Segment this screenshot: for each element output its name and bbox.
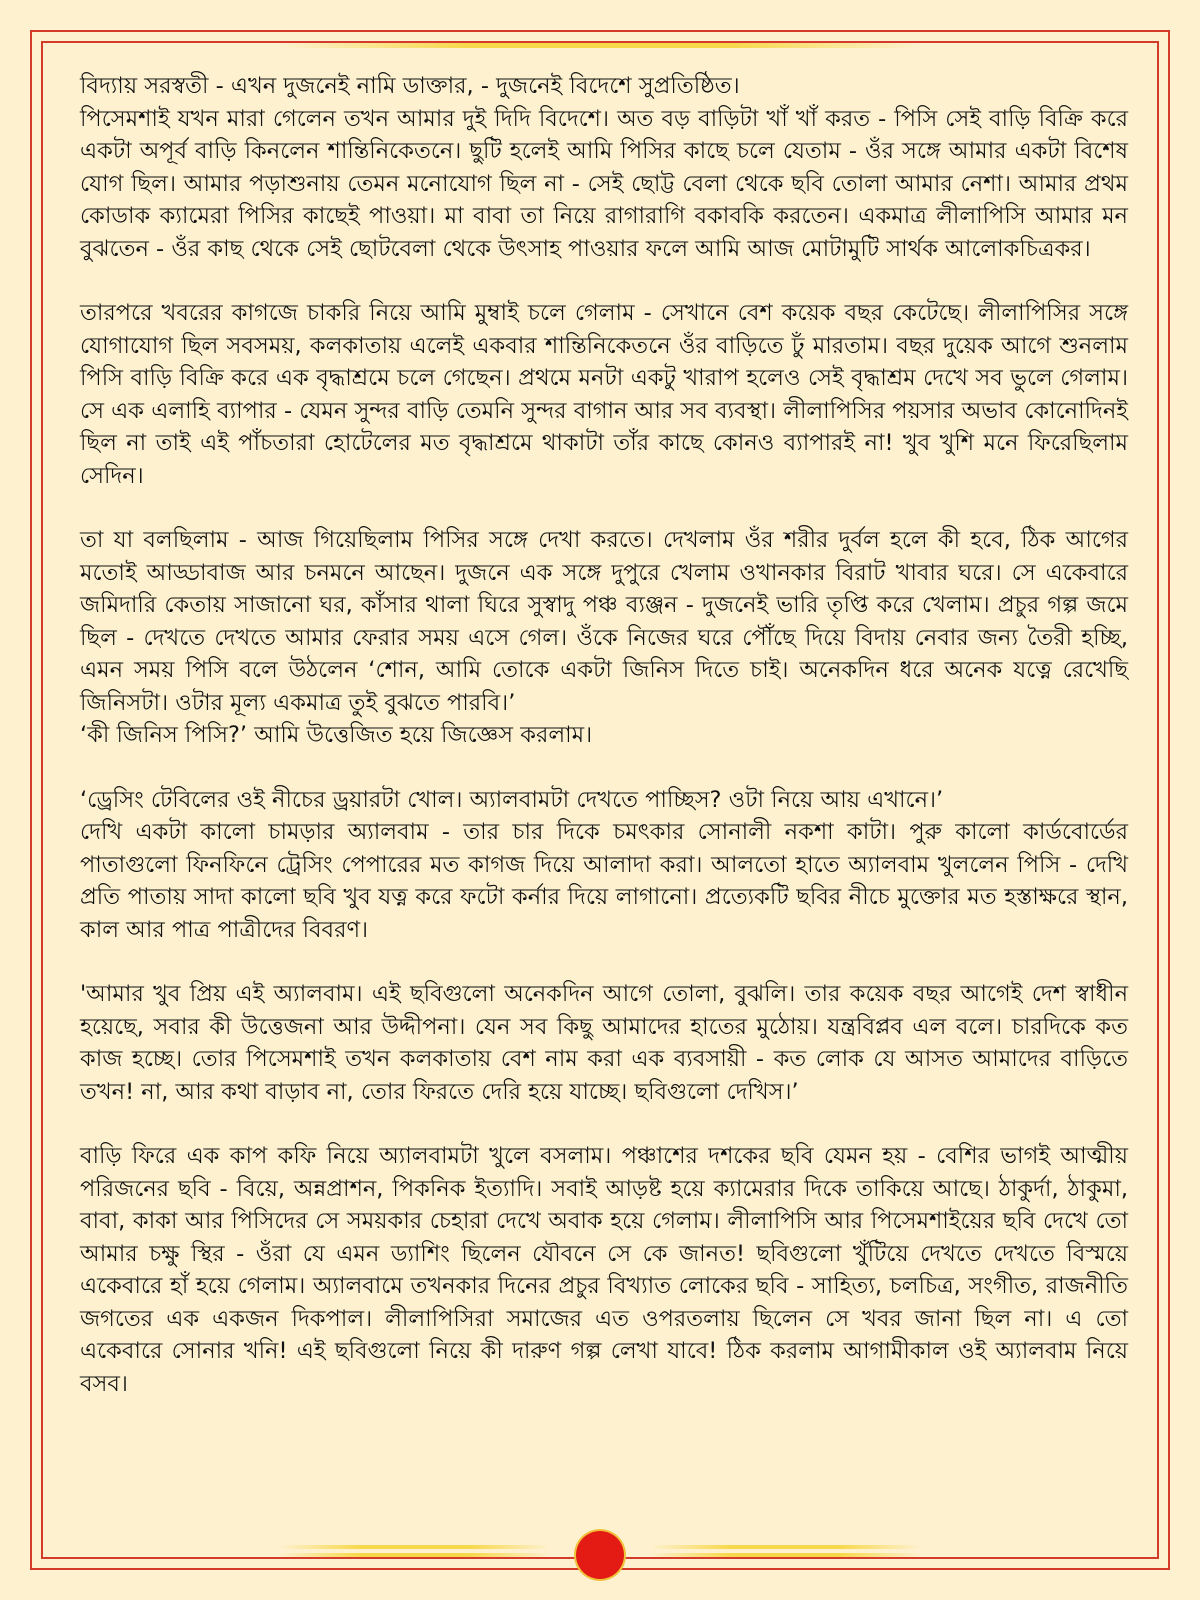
story-text <box>80 70 1128 1400</box>
paragraph: 'আমার খুব প্রিয় এই অ্যালবাম। এই ছবিগুলো অনেকদিন আগে তোলা, বুঝলি। তার কয়েক বছর আগেই দেশ স্বাধীন হয়েছে, সবার কী উত্তেজনা আর উদ্দীপনা। যেন সব কিছু আমাদের হাতের মুঠোয়। যন্ত্রবিপ্লব এল বলে। চারদিকে কত কাজ হচ্ছে। তোর পিসেমশাই তখন কলকাতায় বেশ নাম করা এক ব্যবসায়ী - কত লোক যে আসত আমাদের বাড়িতে তখন! না, আর কথা বাড়াব না, তোর ফিরতে দেরি হয়ে যাচ্ছে। ছবিগুলো দেখিস।’ <box>80 981 1128 1105</box>
bottom-gold-rule-right-2 <box>650 1553 920 1557</box>
paragraph: তারপরে খবরের কাগজে চাকরি নিয়ে আমি মুম্বাই চলে গেলাম - সেখানে বেশ কয়েক বছর কেটেছে। লীলাপিসির সঙ্গে যোগাযোগ ছিল সবসময়, কলকাতায় এলেই একবার শান্তিনিকেতনে ওঁর বাড়িতে ঢুঁ মারতাম। বছর দুয়েক আগে শুনলাম পিসি বাড়ি বিক্রি করে এক বৃদ্ধাশ্রমে চলে গেছেন। প্রথমে মনটা একটু খারাপ হলেও সেই বৃদ্ধাশ্রম দেখে সব ভুলে গেলাম। সে এক এলাহি ব্যাপার - যেমন সুন্দর বাড়ি তেমনি সুন্দর বাগান আর সব ব্যবস্থা। লীলাপিসির পয়সার অভাব কোনোদিনই ছিল না তাই এই পাঁচতারা হোটেলের মত বৃদ্ধাশ্রমে থাকাটা তাঁর কাছে কোনও ব্যাপারই না! খুব খুশি মনে ফিরেছিলাম সেদিন। <box>80 300 1128 489</box>
paragraph: ‘ড্রেসিং টেবিলের ওই নীচের ড্রয়ারটা খোল। অ্যালবামটা দেখতে পাচ্ছিস? ওটা নিয়ে আয় এখানে।’ <box>80 786 944 813</box>
bottom-gold-rule-left <box>280 1545 550 1549</box>
paragraph: ‘কী জিনিস পিসি?’ আমি উত্তেজিত হয়ে জিজ্ঞেস করলাম। <box>80 722 593 748</box>
red-dot-ornament <box>576 1531 624 1579</box>
paragraph: দেখি একটা কালো চামড়ার অ্যালবাম - তার চার দিকে চমৎকার সোনালী নকশা কাটা। পুরু কালো কার্ডবোর্ডের পাতাগুলো ফিনফিনে ট্রেসিং পেপারের মত কাগজ দিয়ে আলাদা করা। আলতো হাতে অ্যালবাম খুললেন পিসি - দেখি প্রতি পাতায় সাদা কালো ছবি খুব যত্ন করে ফটো কর্নার দিয়ে লাগানো। প্রত্যেকটি ছবির নীচে মুক্তোর মত হস্তাক্ষরে স্থান, কাল আর পাত্র পাত্রীদের বিবরণ। <box>80 819 1128 943</box>
bottom-gold-rule-left-2 <box>280 1553 550 1557</box>
paragraph: বিদ্যায় সরস্বতী - এখন দুজনেই নামি ডাক্তার, - দুজনেই বিদেশে সুপ্রতিষ্ঠিত। <box>80 73 740 99</box>
paragraph: তা যা বলছিলাম - আজ গিয়েছিলাম পিসির সঙ্গে দেখা করতে। দেখলাম ওঁর শরীর দুর্বল হলে কী হবে, ঠিক আগের মতোই আড্ডাবাজ আর চনমনে আছেন। দুজনে এক সঙ্গে দুপুরে খেলাম ওখানকার বিরাট খাবার ঘরে। সে একেবারে জমিদারি কেতায় সাজানো ঘর, কাঁসার থালা ঘিরে সুস্বাদু পঞ্চ ব্যঞ্জন - দুজনেই ভারি তৃপ্তি করে খেলাম। প্রচুর গল্প জমে ছিল - দেখতে দেখতে আমার ফেরার সময় এসে গেল। ওঁকে নিজের ঘরে পৌঁছে দিয়ে বিদায় নেবার জন্য তৈরী হচ্ছি, এমন সময় পিসি বলে উঠলেন ‘শোন, আমি তোকে একটা জিনিস দিতে চাই। অনেকদিন ধরে অনেক যত্নে রেখেছি জিনিসটা। ওটার মূল্য একমাত্র তুই বুঝতে পারবি।’ <box>80 527 1128 716</box>
paragraph: বাড়ি ফিরে এক কাপ কফি নিয়ে অ্যালবামটা খুলে বসলাম। পঞ্চাশের দশকের ছবি যেমন হয় - বেশির ভাগই আত্মীয় পরিজনের ছবি - বিয়ে, অন্নপ্রাশন, পিকনিক ইত্যাদি। সবাই আড়ষ্ট হয়ে ক্যামেরার দিকে তাকিয়ে আছে। ঠাকুর্দা, ঠাকুমা, বাবা, কাকা আর পিসিদের সে সময়কার চেহারা দেখে অবাক হয়ে গেলাম। লীলাপিসি আর পিসেমশাইয়ের ছবি দেখে তো আমার চক্ষু স্থির - ওঁরা যে এমন ড্যাশিং ছিলেন যৌবনে সে কে জানত! ছবিগুলো খুঁটিয়ে দেখতে দেখতে বিস্ময়ে একেবারে হাঁ হয়ে গেলাম। অ্যালবামে তখনকার দিনের প্রচুর বিখ্যাত লোকের ছবি - সাহিত্য, চলচিত্র, সংগীত, রাজনীতি জগতের এক একজন দিকপাল। লীলাপিসিরা সমাজের এত ওপরতলায় ছিলেন সে খবর জানা ছিল না। এ তো একেবারে সোনার খনি! এই ছবিগুলো নিয়ে কী দারুণ গল্প লেখা যাবে! ঠিক করলাম আগামীকাল ওই অ্যালবাম নিয়ে বসব। <box>80 1143 1128 1397</box>
top-gold-rule <box>280 43 920 48</box>
bottom-gold-rule-right <box>650 1545 920 1549</box>
paragraph: পিসেমশাই যখন মারা গেলেন তখন আমার দুই দিদি বিদেশে। অত বড় বাড়িটা খাঁ খাঁ করত - পিসি সেই বাড়ি বিক্রি করে একটা অপূর্ব বাড়ি কিনলেন শান্তিনিকেতনে। ছুটি হলেই আমি পিসির কাছে চলে যেতাম - ওঁর সঙ্গে আমার একটা বিশেষ যোগ ছিল। আমার পড়াশুনায় তেমন মনোযোগ ছিল না - সেই ছোট্ট বেলা থেকে ছবি তোলা আমার নেশা। আমার প্রথম কোডাক ক্যামেরা পিসির কাছেই পাওয়া। মা বাবা তা নিয়ে রাগারাগি বকাবকি করতেন। একমাত্র লীলাপিসি আমার মন বুঝতেন - ওঁর কাছ থেকে সেই ছোটবেলা থেকে উৎসাহ পাওয়ার ফলে আমি আজ মোটামুটি সার্থক আলোকচিত্রকর। <box>80 105 1128 262</box>
